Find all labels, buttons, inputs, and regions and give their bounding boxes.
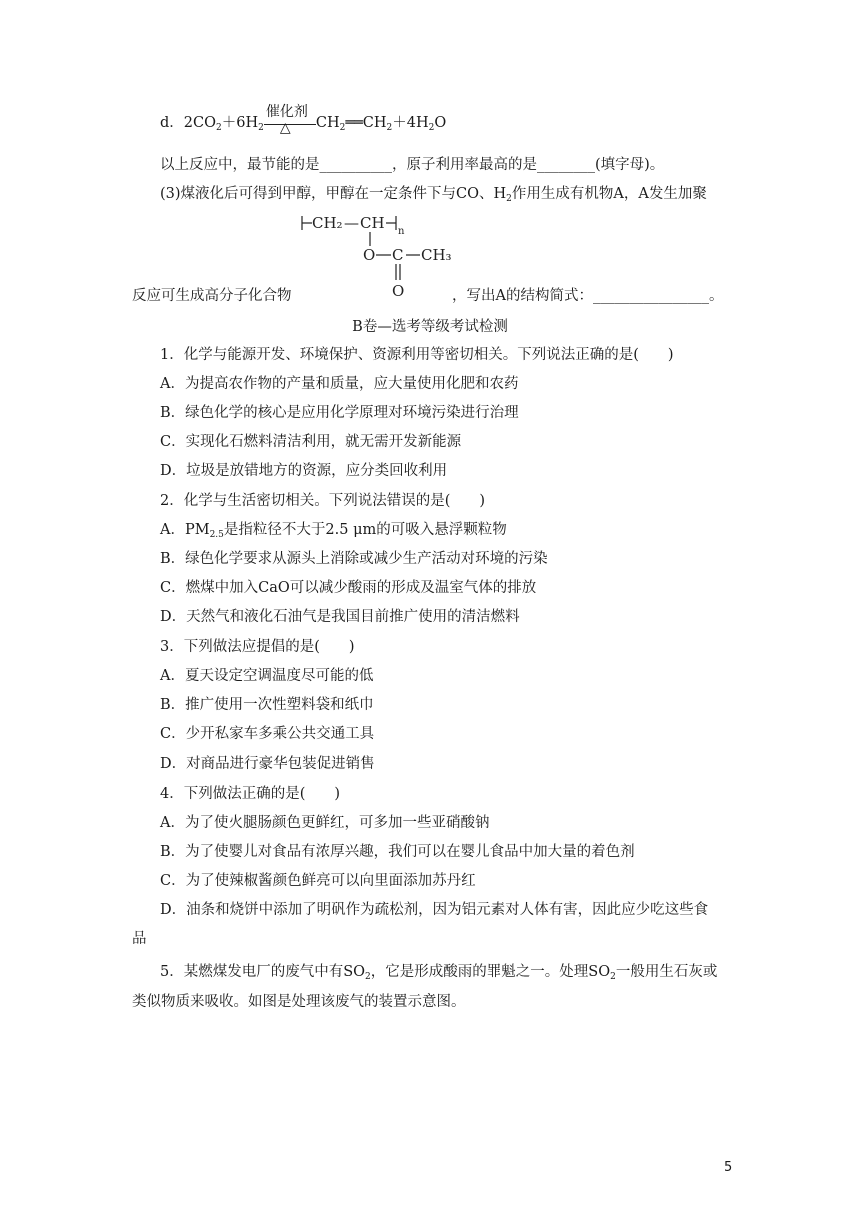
reaction-d: d．$2CO_2+6H_2$ 催化剂 △ $CH_2══CH_2+4H_2O$ bbox=[160, 103, 447, 136]
polymer-ch2: CH₂ bbox=[312, 214, 343, 232]
q4-stem: 4．下列做法正确的是( ) bbox=[160, 786, 341, 802]
q3-line2-suffix: ，写出A的结构简式：________________。 bbox=[452, 288, 724, 304]
q1-option-a: A．为提高农作物的产量和质量，应大量使用化肥和农药 bbox=[160, 376, 519, 392]
q3-option-d: D．对商品进行豪华包装促进销售 bbox=[160, 756, 375, 772]
q2-option-b: B．绿色化学要求从源头上消除或减少生产活动对环境的污染 bbox=[160, 551, 548, 567]
q2-option-c: C．燃煤中加入CaO可以减少酸雨的形成及温室气体的排放 bbox=[160, 580, 537, 596]
q2-stem: 2．化学与生活密切相关。下列说法错误的是( ) bbox=[160, 493, 486, 509]
section-b-title: B卷—选考等级考试检测 bbox=[352, 319, 508, 335]
q1-stem: 1．化学与能源开发、环境保护、资源利用等密切相关。下列说法正确的是( ) bbox=[160, 347, 674, 363]
q4-option-c: C．为了使辣椒酱颜色鲜亮可以向里面添加苏丹红 bbox=[160, 873, 476, 889]
q4-option-d-wrap: 品 bbox=[132, 931, 147, 947]
polymer-o: O bbox=[363, 246, 376, 264]
q3-stem: 3．下列做法应提倡的是( ) bbox=[160, 639, 355, 655]
catalyst-label: 催化剂 bbox=[265, 103, 308, 120]
q3-option-a: A．夏天设定空调温度尽可能的低 bbox=[160, 668, 374, 684]
q4-option-b: B．为了使婴儿对食品有浓厚兴趣，我们可以在婴儿食品中加大量的着色剂 bbox=[160, 844, 635, 860]
reaction-arrow bbox=[264, 103, 316, 136]
q3-option-c: C．少开私家车多乘公共交通工具 bbox=[160, 726, 375, 742]
q1-option-b: B．绿色化学的核心是应用化学原理对环境污染进行治理 bbox=[160, 405, 519, 421]
q1-option-c: C．实现化石燃料清洁利用，就无需开发新能源 bbox=[160, 434, 462, 450]
q5-line2: 类似物质来吸收。如图是处理该废气的装置示意图。 bbox=[132, 994, 466, 1010]
polymer-o-bottom: O bbox=[392, 282, 405, 300]
q3-option-b: B．推广使用一次性塑料袋和纸巾 bbox=[160, 697, 374, 713]
q5-line1: 5．某燃煤发电厂的废气中有$SO_2$，它是形成酸雨的罪魁之一。处理$SO_2$一般用生石灰或 bbox=[160, 964, 718, 982]
q1-option-d: D．垃圾是放错地方的资源，应分类回收利用 bbox=[160, 463, 448, 479]
page-number: 5 bbox=[724, 1160, 733, 1175]
q4-option-d: D．油条和烧饼中添加了明矾作为疏松剂，因为铝元素对人体有害，因此应少吃这些食 bbox=[160, 902, 709, 918]
polymer-ch3: CH₃ bbox=[421, 246, 452, 264]
polymer-c: C bbox=[392, 246, 404, 264]
polymer-dash: — bbox=[344, 214, 359, 232]
q3-line1: (3)煤液化后可得到甲醇，甲醇在一定条件下与CO、$H_2$作用生成有机物A，A发生加聚 bbox=[160, 186, 707, 204]
q2-blank-line: 以上反应中，最节能的是__________，原子利用率最高的是________(填字母)。 bbox=[160, 157, 665, 173]
polymer-ch: CH bbox=[360, 214, 385, 232]
q2-option-a: A．$PM_{2.5}$是指粒径不大于2.5 μm的可吸入悬浮颗粒物 bbox=[160, 522, 507, 540]
q4-option-a: A．为了使火腿肠颜色更鲜红，可多加一些亚硝酸钠 bbox=[160, 815, 490, 831]
heat-label: △ bbox=[279, 119, 291, 136]
q3-line2-prefix: 反应可生成高分子化合物 bbox=[132, 288, 292, 304]
q2-option-d: D．天然气和液化石油气是我国目前推广使用的清洁燃料 bbox=[160, 609, 520, 625]
polymer-n: n bbox=[398, 226, 405, 237]
